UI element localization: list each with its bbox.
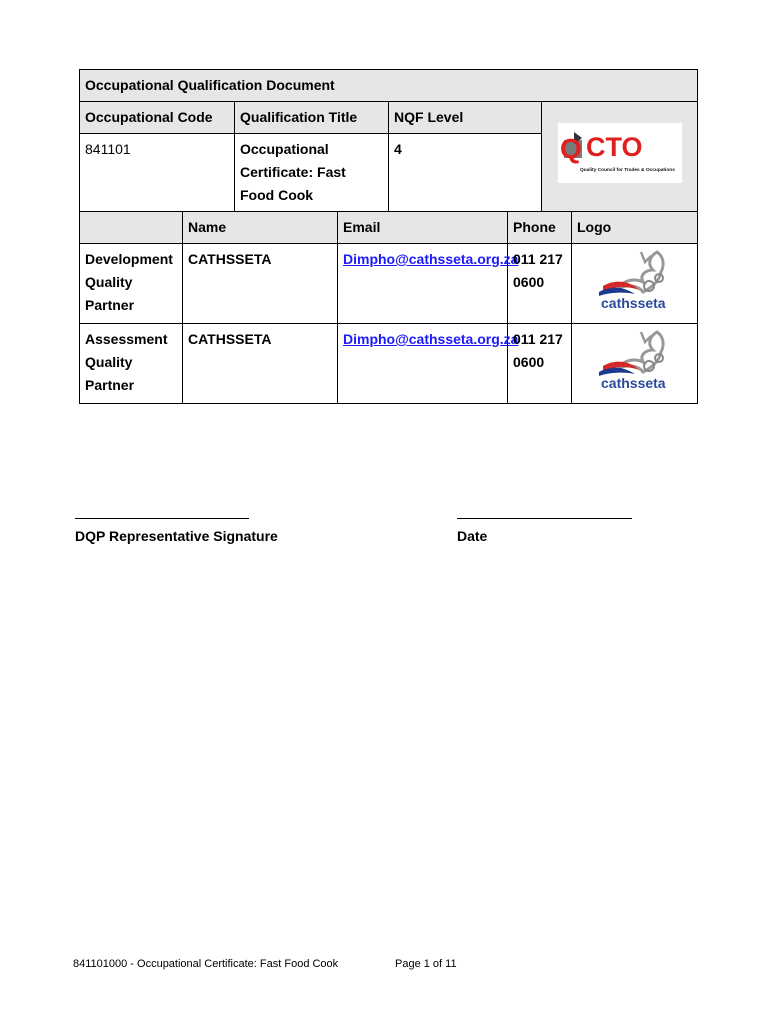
phone-header-label: Phone	[513, 219, 556, 235]
partner-logo-cell	[572, 324, 698, 404]
partners-header-name	[183, 212, 338, 244]
svg-text:cathsseta: cathsseta	[600, 295, 666, 311]
cathsseta-logo	[595, 328, 675, 392]
svg-text:CTO: CTO	[585, 132, 643, 162]
qualification-title-value: Occupational Certificate: Fast Food Cook	[240, 141, 346, 203]
partner-email-cell	[338, 244, 519, 324]
document-title-cell	[80, 70, 698, 102]
footer-document-name: 841101000 - Occupational Certificate: Fast Food Cook	[73, 958, 339, 970]
occupational-code-cell	[80, 134, 235, 212]
partners-header-logo	[572, 212, 698, 244]
document-title: Occupational Qualification Document	[85, 77, 335, 93]
partner-email-cell	[338, 324, 519, 404]
partner-phone-cell	[508, 244, 572, 324]
date-label: Date	[457, 528, 488, 544]
footer-page-number: Page 1 of 11	[395, 958, 457, 970]
logo-header-label: Logo	[577, 219, 612, 235]
partner-name: CATHSSETA	[188, 251, 272, 267]
header-occupational-code	[80, 102, 235, 134]
partner-email-link[interactable]: Dimpho@cathsseta.org.za	[343, 331, 519, 347]
signature-line	[75, 518, 249, 519]
nqf-level-value: 4	[394, 141, 402, 157]
header-title-label: Qualification Title	[240, 109, 358, 125]
partner-role-cell	[80, 244, 183, 324]
partner-name-cell	[183, 324, 338, 404]
name-header-label: Name	[188, 219, 227, 235]
signature-label: DQP Representative Signature	[75, 528, 278, 544]
partner-name: CATHSSETA	[188, 331, 272, 347]
partner-name-cell	[183, 244, 338, 324]
qcto-tagline: Quality Council for Trades & Occupations	[579, 168, 675, 173]
partner-row-assessment	[80, 324, 698, 404]
header-code-label: Occupational Code	[85, 109, 213, 125]
header-nqf-level	[389, 102, 542, 134]
partners-header-email	[338, 212, 508, 244]
partner-phone: 011 217 0600	[513, 251, 563, 290]
header-qualification-title	[235, 102, 389, 134]
partners-header-phone	[508, 212, 572, 244]
nqf-level-cell	[389, 134, 542, 212]
svg-text:Q: Q	[559, 133, 582, 164]
header-level-label: NQF Level	[394, 109, 464, 125]
partners-header-blank	[80, 212, 183, 244]
occupational-code-value: 841101	[85, 141, 131, 157]
cathsseta-logo	[595, 248, 675, 312]
qcto-logo-cell	[542, 102, 698, 212]
svg-text:cathsseta: cathsseta	[600, 375, 666, 391]
partner-logo-cell	[572, 244, 698, 324]
qualification-table	[79, 69, 698, 404]
partner-phone: 011 217 0600	[513, 331, 563, 370]
qcto-logo	[558, 123, 682, 183]
partner-role-cell	[80, 324, 183, 404]
partner-row-development	[80, 244, 698, 324]
email-header-label: Email	[343, 219, 381, 235]
qualification-title-cell	[235, 134, 389, 212]
partner-phone-cell	[508, 324, 572, 404]
partner-email-link[interactable]: Dimpho@cathsseta.org.za	[343, 251, 519, 267]
partner-role: Development Quality Partner	[85, 251, 173, 313]
date-line	[457, 518, 632, 519]
partner-role: Assessment Quality Partner	[85, 331, 168, 393]
